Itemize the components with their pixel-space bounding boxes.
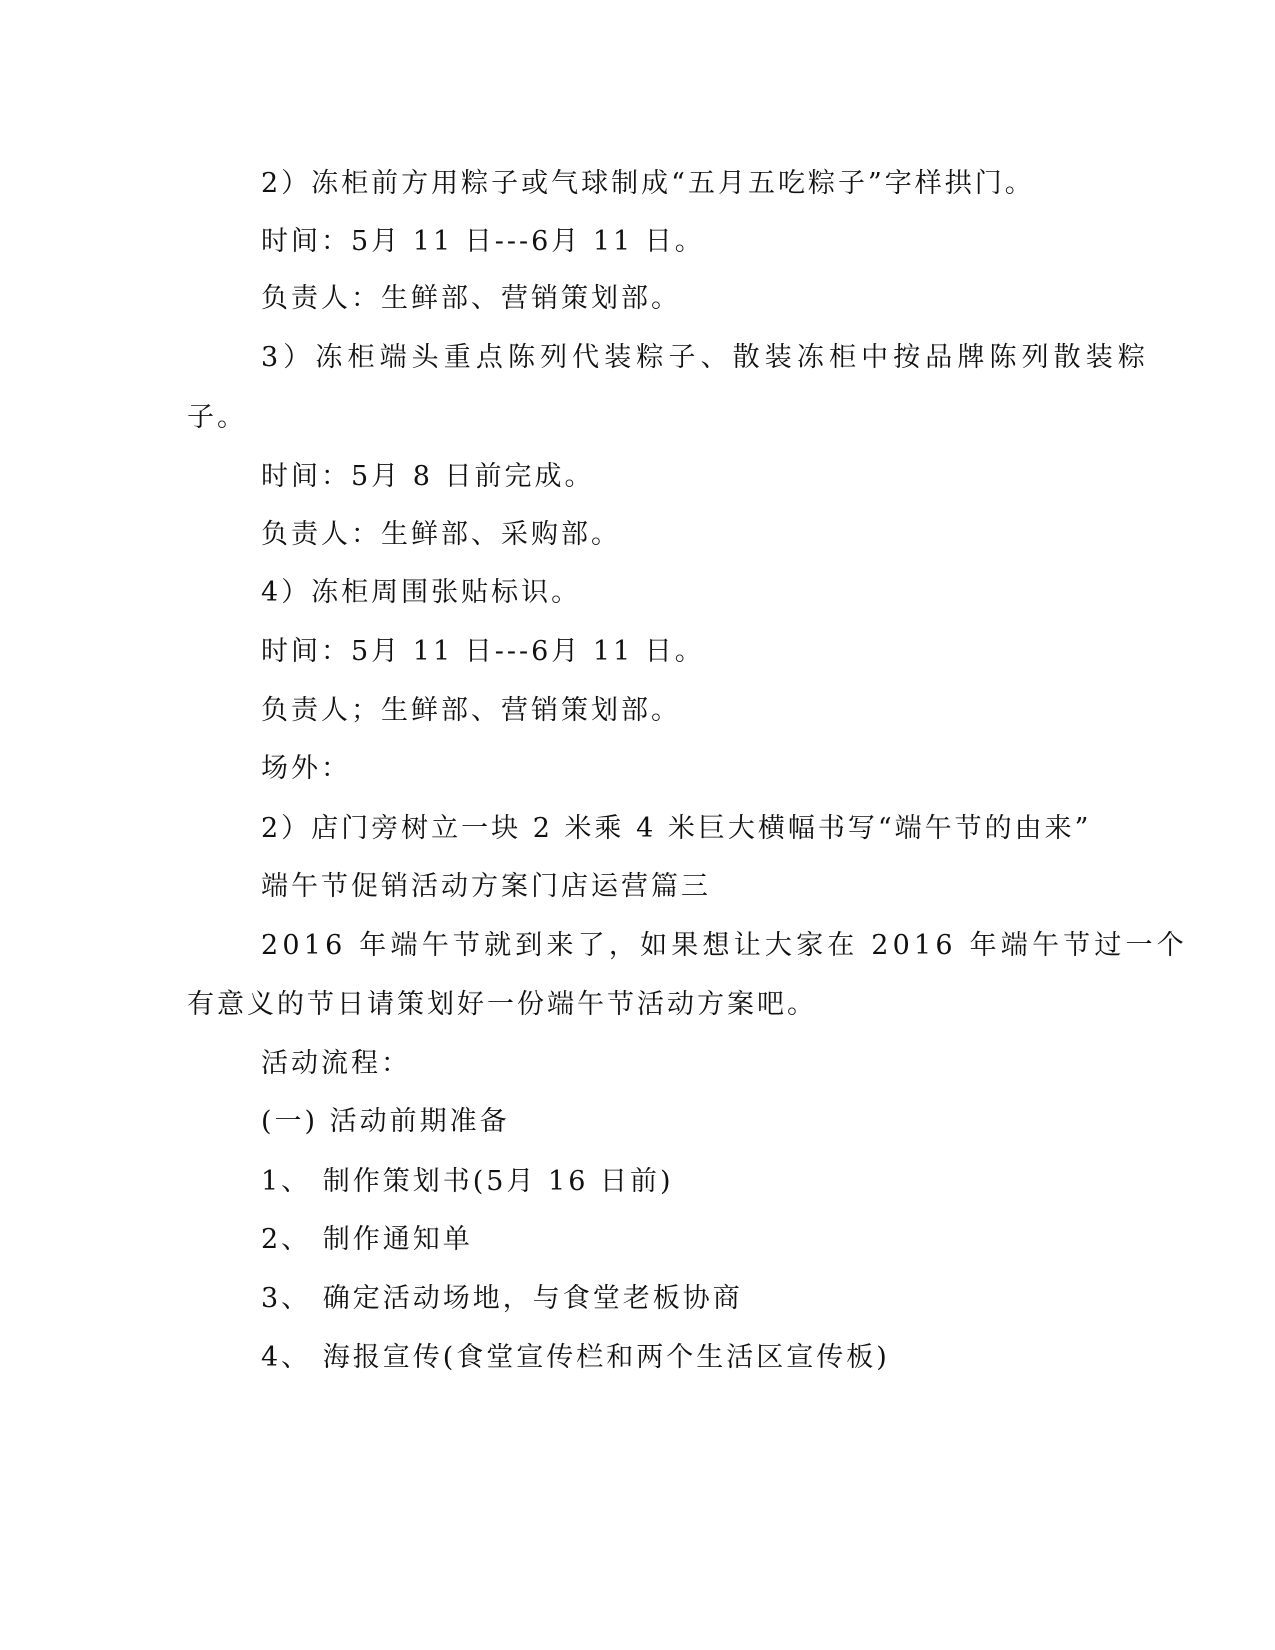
text-line: 时间：5月 11 日---6月 11 日。 <box>261 226 705 257</box>
text-line: 负责人；生鲜部、营销策划部。 <box>261 695 681 726</box>
list-item: 3、 确定活动场地，与食堂老板协商 <box>261 1283 743 1314</box>
text-line: 子。 <box>187 402 247 433</box>
text-line: 2）店门旁树立一块 2 米乘 4 米巨大横幅书写“端午节的由来” <box>261 813 1092 844</box>
text-line: 场外： <box>261 753 351 784</box>
text-line: 有意义的节日请策划好一份端午节活动方案吧。 <box>187 989 817 1020</box>
text-line: 3）冻柜端头重点陈列代装粽子、散装冻柜中按品牌陈列散装粽 <box>261 342 1150 373</box>
list-item: 1、 制作策划书(5月 16 日前) <box>261 1166 674 1197</box>
text-line: 2）冻柜前方用粽子或气球制成“五月五吃粽子”字样拱门。 <box>261 168 1035 199</box>
text-line: 时间：5月 8 日前完成。 <box>261 461 595 492</box>
text-line: 时间：5月 11 日---6月 11 日。 <box>261 636 705 667</box>
list-item: 4、 海报宣传(食堂宣传栏和两个生活区宣传板) <box>261 1342 890 1373</box>
text-line: 2016 年端午节就到来了，如果想让大家在 2016 年端午节过一个 <box>261 930 1188 961</box>
section-heading: 端午节促销活动方案门店运营篇三 <box>261 871 711 902</box>
text-line: 负责人：生鲜部、营销策划部。 <box>261 283 681 314</box>
list-item: 2、 制作通知单 <box>261 1224 473 1255</box>
text-line: 活动流程： <box>261 1048 411 1079</box>
text-line: 负责人：生鲜部、采购部。 <box>261 519 621 550</box>
text-line: (一) 活动前期准备 <box>261 1106 510 1137</box>
text-line: 4）冻柜周围张贴标识。 <box>261 577 582 608</box>
